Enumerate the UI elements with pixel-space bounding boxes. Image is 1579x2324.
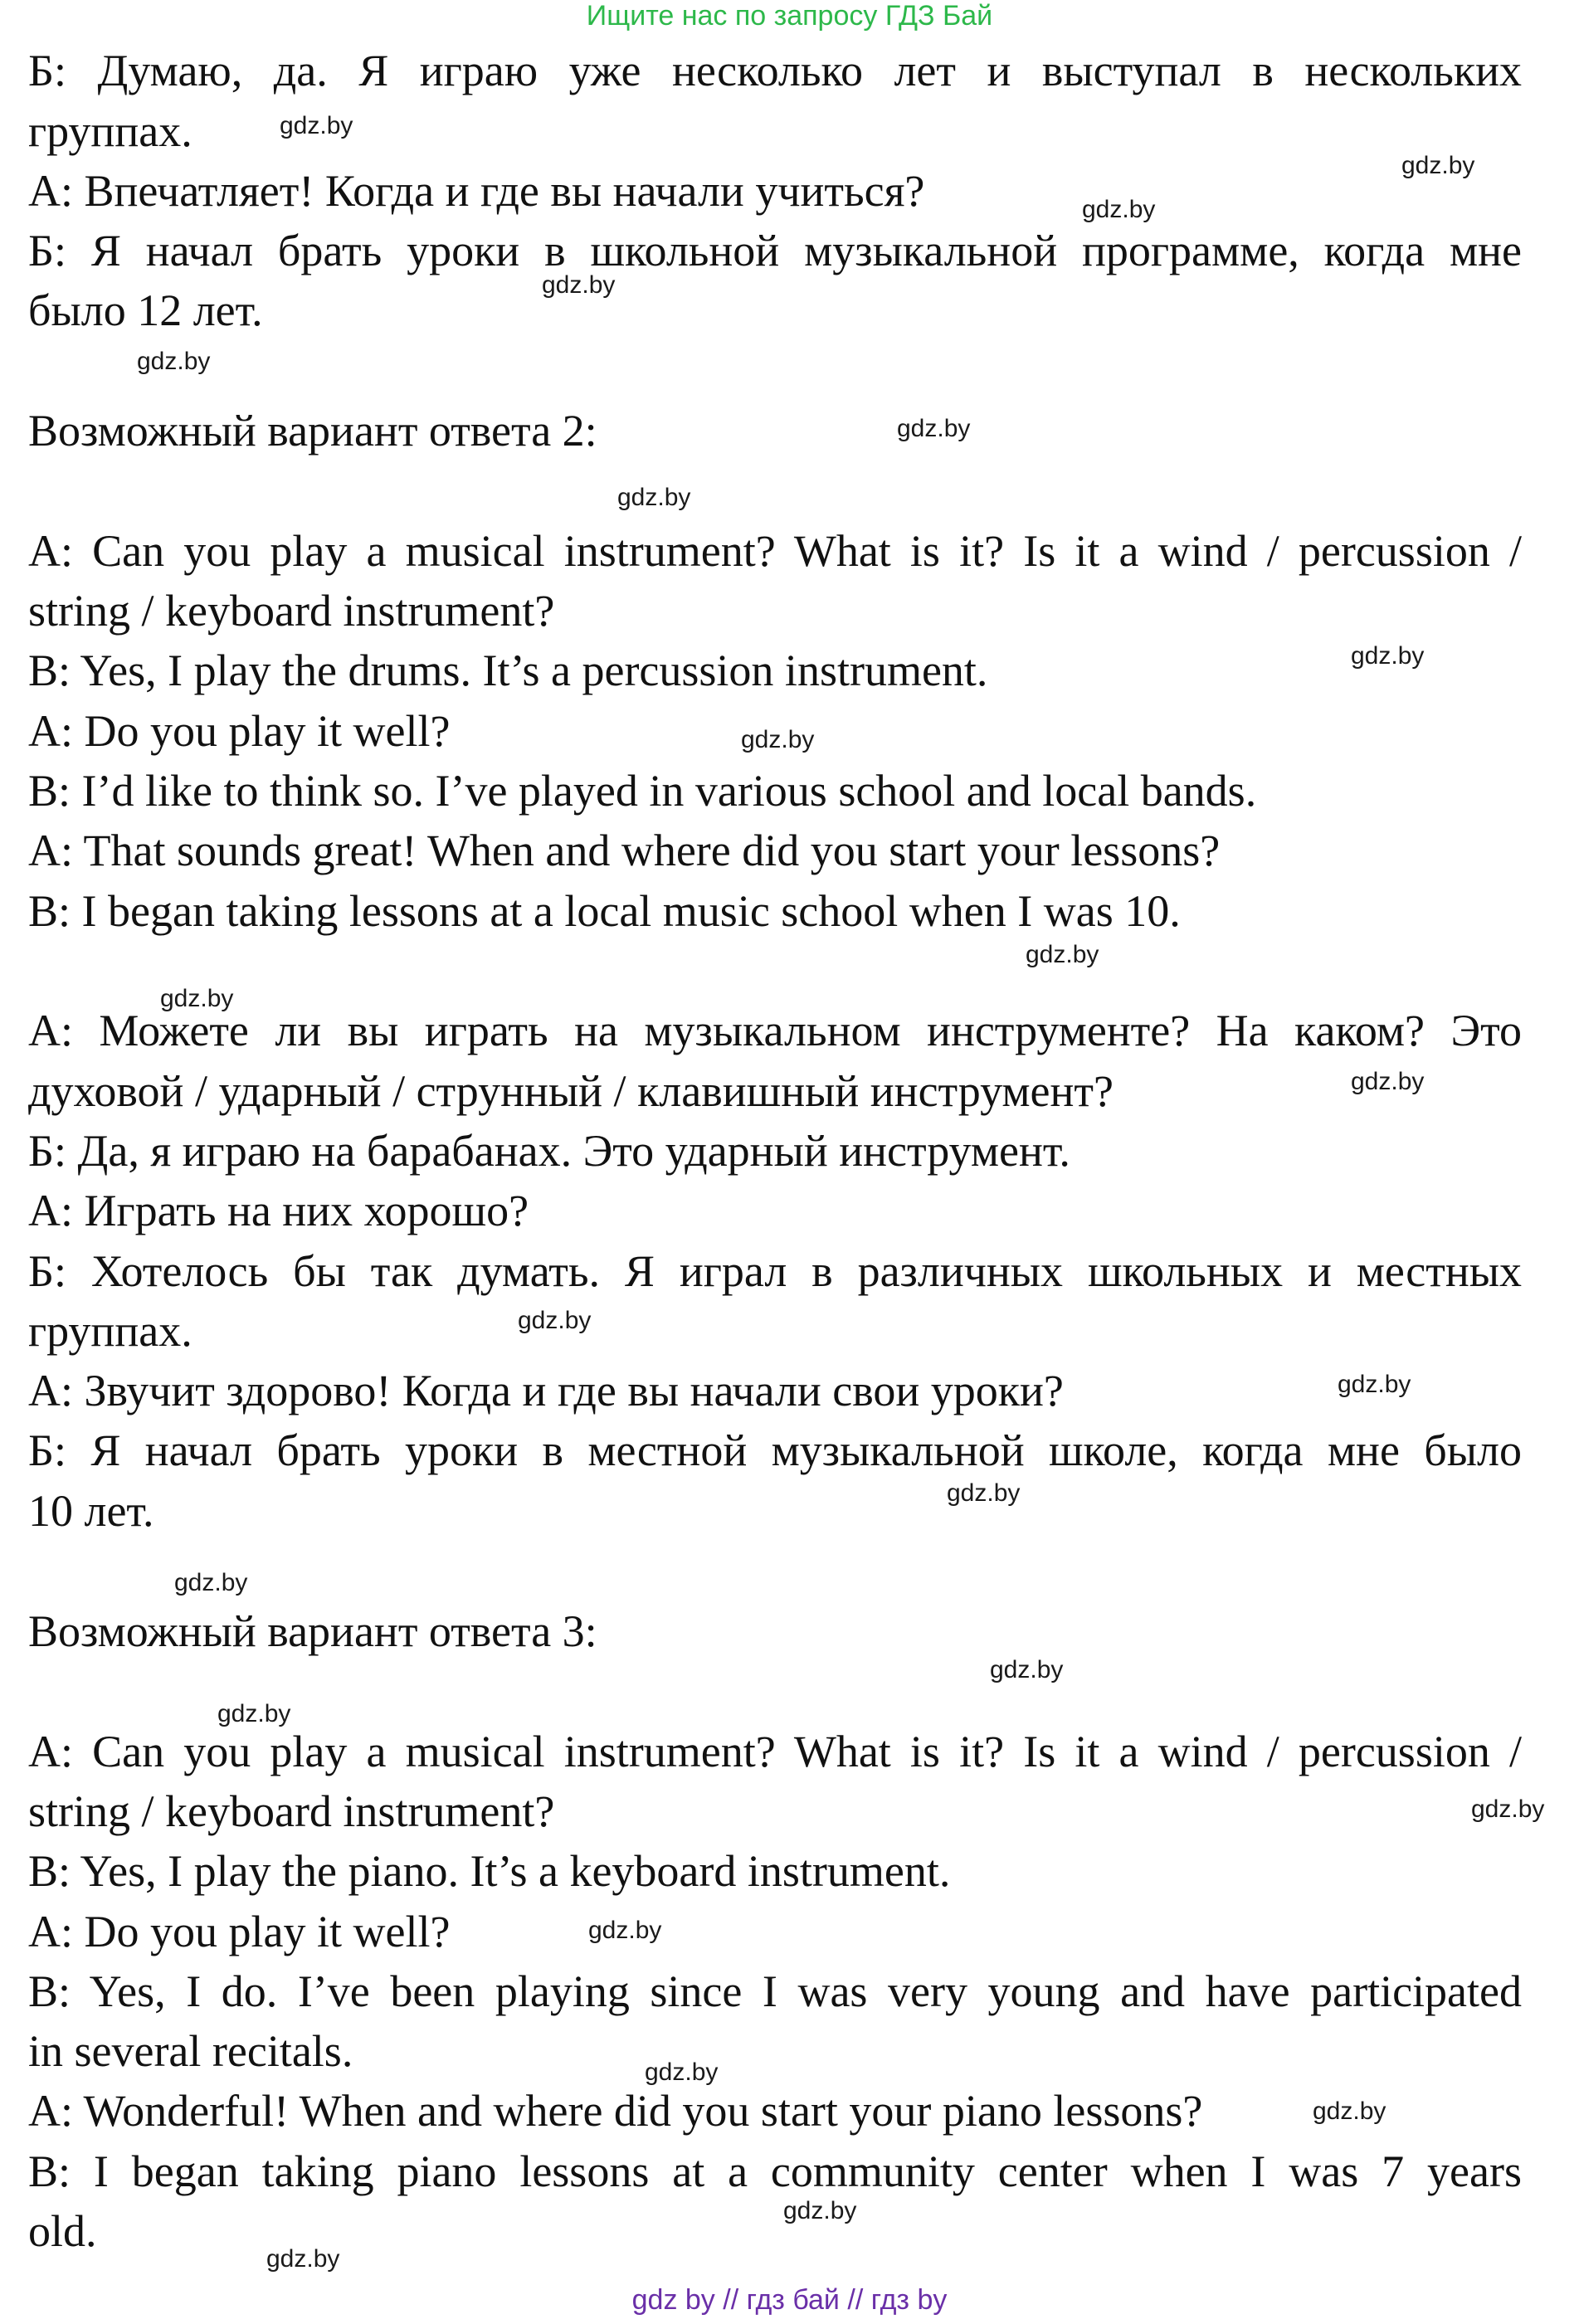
watermark: gdz.by (617, 484, 691, 511)
text-line: B: I began taking piano lessons at a community center when I was 7 years (28, 2146, 1522, 2196)
watermark: gdz.by (1082, 196, 1156, 223)
text-line: А: Звучит здорово! Когда и где вы начали свои уроки? (28, 1366, 1064, 1415)
watermark: gdz.by (741, 726, 815, 753)
top-banner[interactable]: Ищите нас по запросу ГДЗ Бай (586, 0, 993, 32)
watermark: gdz.by (783, 2197, 857, 2224)
watermark: gdz.by (1351, 1068, 1425, 1095)
watermark: gdz.by (160, 985, 234, 1012)
text-line: A: That sounds great! When and where did you start your lessons? (28, 826, 1221, 875)
text-line: было 12 лет. (28, 285, 263, 335)
watermark: gdz.by (1471, 1795, 1545, 1823)
footer-links[interactable]: gdz by // гдз бай // гдз by (631, 2284, 948, 2316)
text-line: Б: Хотелось бы так думать. Я играл в различных школьных и местных (28, 1246, 1522, 1296)
text-line: B: I began taking lessons at a local music school when I was 10. (28, 886, 1181, 936)
text-line: А: Можете ли вы играть на музыкальном инструменте? На каком? Это (28, 1006, 1522, 1055)
text-line: А: Впечатляет! Когда и где вы начали учиться? (28, 166, 925, 216)
watermark: gdz.by (1351, 642, 1425, 670)
text-line: Б: Я начал брать уроки в местной музыкальной школе, когда мне было (28, 1425, 1522, 1475)
watermark: gdz.by (174, 1569, 248, 1596)
text-line: B: Yes, I play the piano. It’s a keyboard instrument. (28, 1846, 951, 1896)
text-line: 10 лет. (28, 1486, 154, 1536)
text-line: A: Can you play a musical instrument? What is it? Is it a wind / percussion / (28, 526, 1522, 576)
watermark: gdz.by (518, 1307, 592, 1334)
text-line: Б: Думаю, да. Я играю уже несколько лет и выступал в нескольких (28, 46, 1522, 95)
watermark: gdz.by (542, 271, 616, 299)
text-line: А: Играть на них хорошо? (28, 1186, 529, 1235)
watermark: gdz.by (947, 1479, 1021, 1507)
text-line: B: Yes, I play the drums. It’s a percussion instrument. (28, 646, 988, 695)
text-line: группах. (28, 106, 193, 156)
watermark: gdz.by (266, 2245, 340, 2273)
text-line: группах. (28, 1306, 193, 1356)
text-line: old. (28, 2206, 97, 2256)
text-line: A: Do you play it well? (28, 1907, 451, 1956)
watermark: gdz.by (1026, 941, 1099, 968)
text-line: Б: Да, я играю на барабанах. Это ударный инструмент. (28, 1126, 1070, 1176)
text-line: string / keyboard instrument? (28, 1786, 555, 1836)
text-line: string / keyboard instrument? (28, 586, 555, 636)
watermark: gdz.by (897, 415, 971, 442)
text-line: Б: Я начал брать уроки в школьной музыкальной программе, когда мне (28, 226, 1522, 275)
text-line: B: I’d like to think so. I’ve played in various school and local bands. (28, 766, 1257, 816)
text-line: духовой / ударный / струнный / клавишный инструмент? (28, 1066, 1114, 1116)
watermark: gdz.by (645, 2058, 719, 2086)
watermark: gdz.by (1313, 2097, 1386, 2125)
watermark: gdz.by (990, 1656, 1064, 1683)
watermark: gdz.by (588, 1917, 662, 1944)
text-line: A: Wonderful! When and where did you start your piano lessons? (28, 2086, 1203, 2136)
watermark: gdz.by (217, 1700, 291, 1727)
text-line: A: Can you play a musical instrument? What is it? Is it a wind / percussion / (28, 1727, 1522, 1776)
watermark: gdz.by (137, 348, 211, 375)
watermark: gdz.by (1401, 152, 1475, 179)
section-heading: Возможный вариант ответа 2: (28, 406, 597, 456)
text-line: in several recitals. (28, 2026, 353, 2076)
watermark: gdz.by (280, 112, 353, 139)
watermark: gdz.by (1338, 1371, 1411, 1398)
section-heading: Возможный вариант ответа 3: (28, 1606, 597, 1656)
text-line: A: Do you play it well? (28, 706, 451, 756)
text-line: B: Yes, I do. I’ve been playing since I was very young and have participated (28, 1966, 1522, 2016)
